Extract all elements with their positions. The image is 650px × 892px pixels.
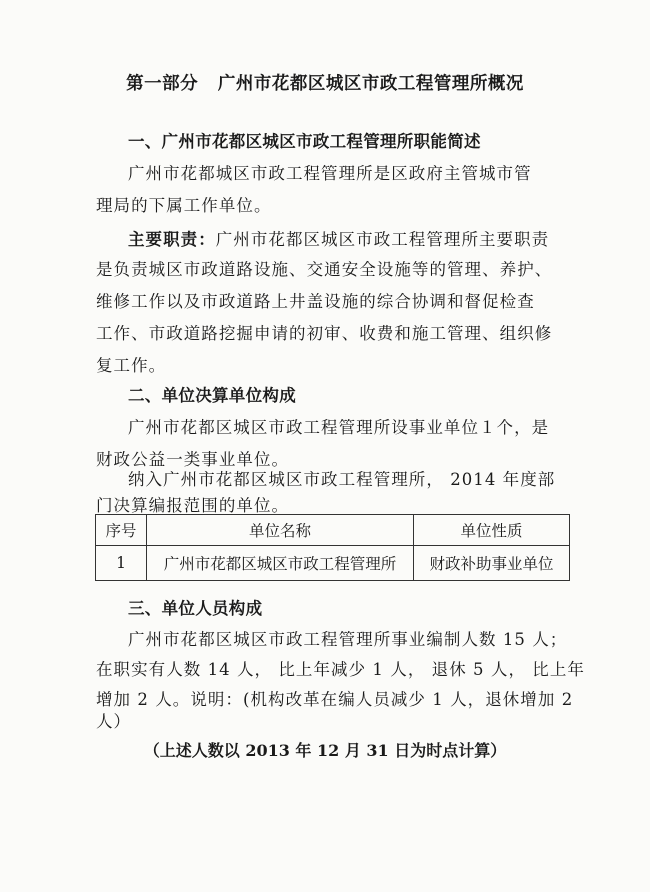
- page-title: 第一部分 广州市花都区城区市政工程管理所概况: [126, 74, 524, 94]
- table-cell: 1: [96, 546, 147, 581]
- section2-para1-line2: 财政公益一类事业单位。: [96, 450, 290, 469]
- table-header-cell: 单位性质: [414, 515, 570, 546]
- section3-para-line4: 人）: [96, 712, 132, 731]
- section1-para1-line1: 广州市花都城区市政工程管理所是区政府主管城市管: [128, 164, 532, 183]
- unit-table: [95, 514, 570, 581]
- section1-para1-line2: 理局的下属工作单位。: [96, 196, 272, 215]
- table-header-row: [96, 515, 570, 546]
- table-cell: 广州市花都区城区市政工程管理所: [147, 546, 414, 581]
- duty-label: 主要职责：: [128, 230, 216, 249]
- duty-first-text: 广州市花都区城区市政工程管理所主要职责: [215, 230, 550, 249]
- table-cell: 财政补助事业单位: [414, 546, 570, 581]
- section3-para-line2: 在职实有人数 14 人， 比上年减少 1 人， 退休 5 人， 比上年: [96, 660, 585, 679]
- section3-heading: 三、单位人员构成: [128, 599, 263, 618]
- table-row: [96, 546, 570, 581]
- count-date-note: （上述人数以 2013 年 12 月 31 日为时点计算）: [143, 741, 507, 760]
- table-header-cell: 序号: [96, 515, 147, 546]
- section2-para2-line1: 纳入广州市花都区城区市政工程管理所， 2014 年度部: [128, 470, 556, 489]
- section1-heading: 一、广州市花都区城区市政工程管理所职能简述: [128, 132, 481, 151]
- duty-line-3: 维修工作以及市政道路上井盖设施的综合协调和督促检查: [96, 292, 535, 311]
- section2-para2-line2: 门决算编报范围的单位。: [96, 496, 290, 515]
- section2-heading: 二、单位决算单位构成: [128, 386, 296, 405]
- table-header-cell: 单位名称: [147, 515, 414, 546]
- duty-line-1: [128, 226, 549, 250]
- duty-line-4: 工作、市政道路挖掘申请的初审、收费和施工管理、组织修: [96, 324, 553, 343]
- duty-line-5: 复工作。: [96, 356, 167, 375]
- section2-para1-line1: 广州市花都区城区市政工程管理所设事业单位１个，是: [128, 418, 550, 437]
- section3-para-line3: 增加 2 人。说明：(机构改革在编人员减少 1 人，退休增加 2: [96, 690, 574, 709]
- section3-para-line1: 广州市花都区城区市政工程管理所事业编制人数 15 人；: [128, 630, 568, 649]
- duty-line-2: 是负责城区市政道路设施、交通安全设施等的管理、养护、: [96, 260, 553, 279]
